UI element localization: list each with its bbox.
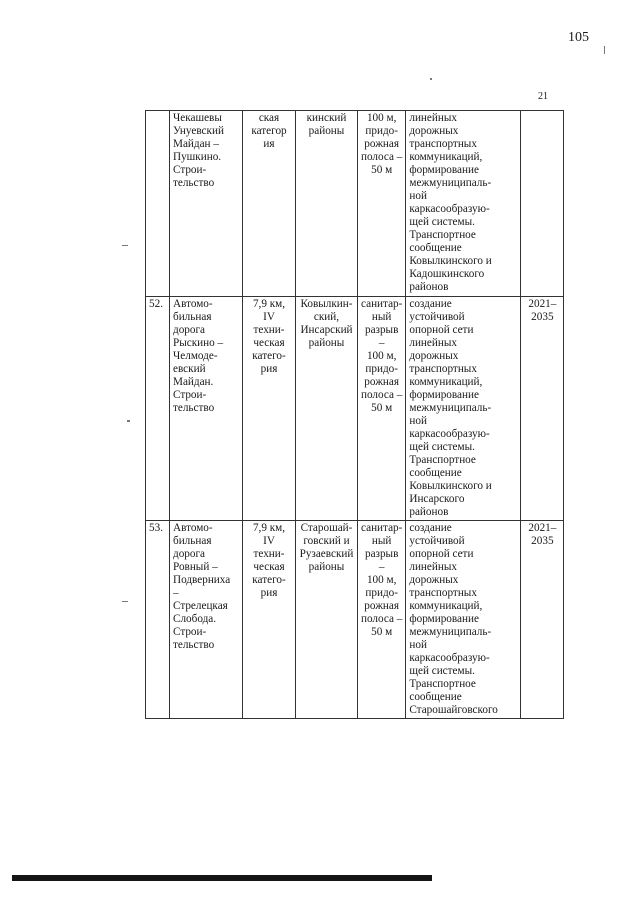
scan-speck	[430, 78, 432, 80]
districts: Ковылкин- ский, Инсарский районы	[296, 297, 358, 521]
scan-speck	[604, 46, 605, 54]
project-name: Автомо- бильная дорога Рыскино – Челмоде- евский Майдан. Строи- тельство	[170, 297, 243, 521]
road-parameters: 7,9 км, IV техни- ческая катего- рия	[243, 297, 296, 521]
implementation-period: 2021– 2035	[521, 521, 564, 719]
project-name: Автомо- бильная дорога Ровный – Подверниха – Стрелецкая Слобода. Строи- тельство	[170, 521, 243, 719]
implementation-period: 2021– 2035	[521, 297, 564, 521]
row-number: 53.	[146, 521, 170, 719]
scan-speck	[127, 420, 130, 422]
scan-edge-bar	[12, 875, 432, 881]
project-name: Чекашевы Унуевский Майдан – Пушкино. Строи- тельство	[170, 111, 243, 297]
purpose: линейных дорожных транспортных коммуникаций, формирование межмуниципаль- ной каркасообразую- щей системы. Транспортное сообщение Ковылкинского и Кадошкинского районов	[406, 111, 521, 297]
project-table	[145, 110, 564, 719]
protection-zone: 100 м, придо- рожная полоса – 50 м	[358, 111, 406, 297]
page-number: 105	[568, 30, 589, 45]
table-row	[146, 297, 564, 521]
scan-speck	[122, 601, 128, 602]
road-parameters: ская категор ия	[243, 111, 296, 297]
table-row	[146, 111, 564, 297]
implementation-period	[521, 111, 564, 297]
row-number	[146, 111, 170, 297]
districts: кинский районы	[296, 111, 358, 297]
table-row	[146, 521, 564, 719]
districts: Старошай- говский и Рузаевский районы	[296, 521, 358, 719]
purpose: создание устойчивой опорной сети линейных дорожных транспортных коммуникаций, формирование межмуниципаль- ной каркасообразую- щей системы. Транспортное сообщение Ковылкинского и Инсарского районов	[406, 297, 521, 521]
protection-zone: санитар- ный разрыв – 100 м, придо- рожная полоса – 50 м	[358, 297, 406, 521]
sub-page-number: 21	[538, 91, 548, 102]
row-number: 52.	[146, 297, 170, 521]
purpose: создание устойчивой опорной сети линейных дорожных транспортных коммуникаций, формирование межмуниципаль- ной каркасообразую- щей системы. Транспортное сообщение Старошайговского	[406, 521, 521, 719]
scan-speck	[122, 245, 128, 246]
road-parameters: 7,9 км, IV техни- ческая катего- рия	[243, 521, 296, 719]
protection-zone: санитар- ный разрыв – 100 м, придо- рожная полоса – 50 м	[358, 521, 406, 719]
